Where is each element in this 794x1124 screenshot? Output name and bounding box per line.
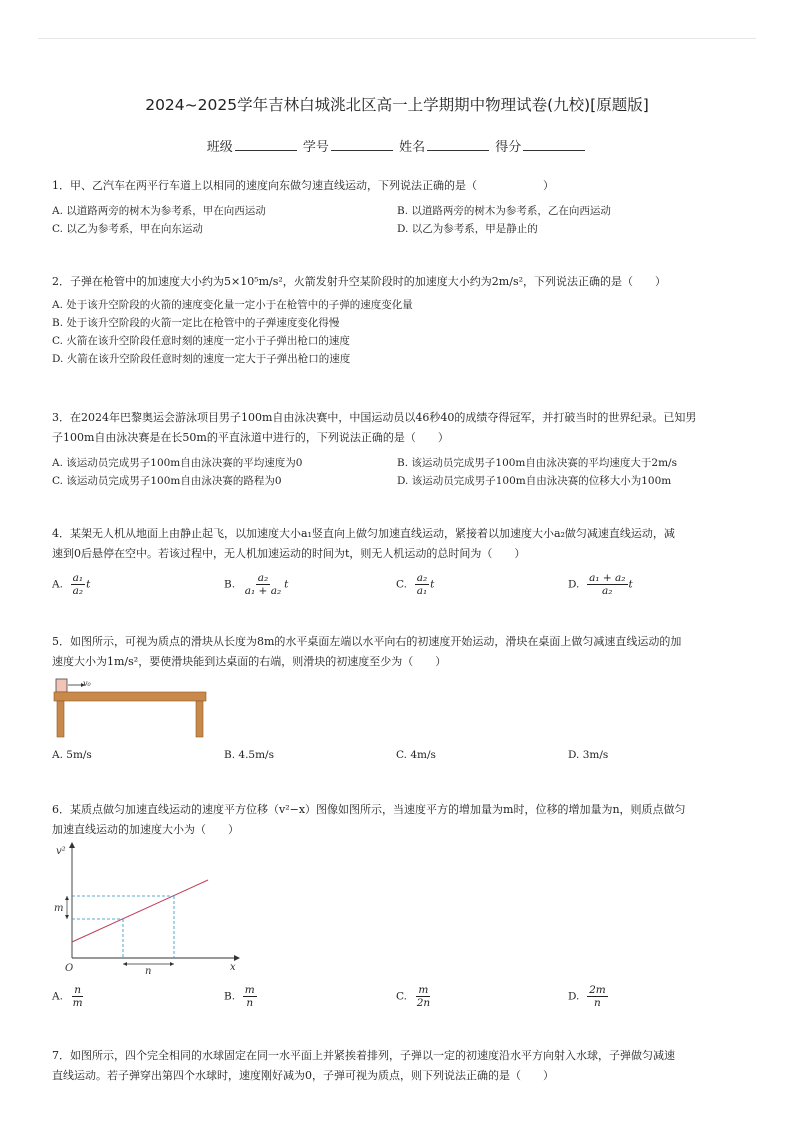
m-arrow-bottom xyxy=(65,915,69,919)
m-label: m xyxy=(54,903,64,914)
fraction: $\frac{\text{a₁}}{\text{a₂}}$ xyxy=(72,572,84,597)
option-b[interactable]: B. 以道路两旁的树木为参考系，乙在向西运动 xyxy=(397,205,611,217)
option-d[interactable]: D. 以乙为参考系，甲是静止的 xyxy=(397,223,538,235)
fraction: $\frac{m}{2n}$ xyxy=(416,984,431,1009)
v0-label: v₀ xyxy=(83,679,91,688)
option-c[interactable]: C. $\frac{m}{2n}$ xyxy=(396,984,431,1009)
x-axis-arrow xyxy=(234,955,240,961)
table-leg-right xyxy=(196,701,203,737)
options xyxy=(52,572,742,597)
option-d[interactable]: D. 火箭在该升空阶段任意时刻的速度一定大于子弹出枪口的速度 xyxy=(52,353,351,365)
option-c[interactable]: C. $\frac{\text{a₂}}{\text{a₁}}$ t xyxy=(396,572,435,597)
table-leg-left xyxy=(57,701,64,737)
option-b[interactable]: B. $\frac{\text{a₂}}{\text{a₁ + a₂}}$ t xyxy=(224,572,289,597)
question-2 xyxy=(52,272,742,368)
m-arrow-top xyxy=(65,896,69,900)
options xyxy=(52,296,742,368)
option-a[interactable]: A. 以道路两旁的树木为参考系，甲在向西运动 xyxy=(52,205,266,217)
option-c[interactable]: C. 以乙为参考系，甲在向东运动 xyxy=(52,223,203,235)
n-arrow-left xyxy=(123,962,127,966)
name-blank[interactable] xyxy=(427,138,489,151)
question-5-options xyxy=(52,746,742,764)
option-b[interactable]: B. 4.5m/s xyxy=(224,749,274,761)
option-a[interactable]: A. 该运动员完成男子100m自由泳决赛的平均速度为0 xyxy=(52,457,303,469)
question-stem-line-2: 加速直线运动的加速度大小为（ ） xyxy=(52,823,239,836)
option-a[interactable]: A. 5m/s xyxy=(52,749,92,761)
option-d[interactable]: D. $\frac{2m}{n}$ xyxy=(568,984,606,1009)
question-6 xyxy=(52,800,742,840)
y-axis-arrow xyxy=(69,842,75,848)
question-stem-line-1: 7．如图所示，四个完全相同的水球固定在同一水平面上并紧挨着排列，子弹以一定的初速度沿水平方向射入水球，子弹做匀减速 xyxy=(52,1049,675,1062)
question-4 xyxy=(52,524,742,597)
v2-x-graph xyxy=(50,840,250,980)
table-slider-figure xyxy=(48,674,218,740)
fraction: $\frac{n}{m}$ xyxy=(72,984,83,1009)
option-d[interactable]: D. 该运动员完成男子100m自由泳决赛的位移大小为100m xyxy=(397,475,672,487)
question-stem-line-2: 直线运动。若子弹穿出第四个水球时，速度刚好减为0，子弹可视为质点，则下列说法正确的是（ ） xyxy=(52,1069,554,1082)
options xyxy=(52,454,742,490)
option-d[interactable]: D. $\frac{\text{a₁ + a₂}}{\text{a₂}}$ t xyxy=(568,572,633,597)
option-a[interactable]: A. 处于该升空阶段的火箭的速度变化量一定小于在枪管中的子弹的速度变化量 xyxy=(52,299,413,311)
options xyxy=(52,202,742,238)
fraction: $\frac{2m}{n}$ xyxy=(589,984,606,1009)
student-id-label: 学号 xyxy=(302,140,329,155)
option-d[interactable]: D. 3m/s xyxy=(568,749,609,761)
question-stem-line-1: 5．如图所示，可视为质点的滑块从长度为8m的水平桌面左端以水平向右的初速度开始运动，滑块在桌面上做匀减速直线运动的加 xyxy=(52,635,682,648)
question-5 xyxy=(52,632,742,672)
question-6-options xyxy=(52,984,742,1009)
exam-title: 2024~2025学年吉林白城洮北区高一上学期期中物理试卷(九校)[原题版] xyxy=(145,96,649,114)
fraction: $\frac{m}{n}$ xyxy=(244,984,255,1009)
question-7 xyxy=(52,1046,742,1086)
option-c[interactable]: C. 火箭在该升空阶段任意时刻的速度一定小于子弹出枪口的速度 xyxy=(52,335,350,347)
fraction: $\frac{\text{a₂}}{\text{a₁ + a₂}}$ xyxy=(244,572,282,597)
option-b[interactable]: B. 处于该升空阶段的火箭一定比在枪管中的子弹速度变化得慢 xyxy=(52,317,340,329)
question-1 xyxy=(52,176,742,238)
n-label: n xyxy=(145,966,152,977)
option-b[interactable]: B. 该运动员完成男子100m自由泳决赛的平均速度大于2m/s xyxy=(397,457,677,469)
question-stem: 2．子弹在枪管中的加速度大小约为5×10⁵m/s²，火箭发射升空某阶段时的加速度大小约为2m/s²，下列说法正确的是（ ） xyxy=(52,275,666,288)
question-stem-line-1: 4．某架无人机从地面上由静止起飞，以加速度大小a₁竖直向上做匀加速直线运动，紧接着以加速度大小a₂做匀减速直线运动，减 xyxy=(52,527,675,540)
student-id-blank[interactable] xyxy=(331,138,393,151)
question-stem-line-1: 6．某质点做匀加速直线运动的速度平方位移（v²−x）图像如图所示，当速度平方的增加量为m时，位移的增加量为n，则质点做匀 xyxy=(52,803,686,816)
option-c[interactable]: C. 该运动员完成男子100m自由泳决赛的路程为0 xyxy=(52,475,282,487)
score-blank[interactable] xyxy=(523,138,585,151)
question-stem-line-2: 子100m自由泳决赛是在长50m的平直泳道中进行的，下列说法正确的是（ ） xyxy=(52,431,449,444)
option-a[interactable]: A. $\frac{n}{m}$ xyxy=(52,984,83,1009)
y-axis-label: v² xyxy=(56,846,66,857)
score-label: 得分 xyxy=(495,140,522,155)
header-rule xyxy=(38,38,756,39)
name-label: 姓名 xyxy=(399,140,426,155)
class-label: 班级 xyxy=(206,140,233,155)
fraction: $\frac{\text{a₁ + a₂}}{\text{a₂}}$ xyxy=(589,572,626,597)
question-stem: 1．甲、乙汽车在两平行车道上以相同的速度向东做匀速直线运动，下列说法正确的是（ ） xyxy=(52,179,554,192)
class-blank[interactable] xyxy=(235,138,297,151)
question-3 xyxy=(52,408,742,490)
option-b[interactable]: B. $\frac{m}{n}$ xyxy=(224,984,255,1009)
student-info-fields xyxy=(0,136,794,155)
slider-block xyxy=(56,679,67,692)
question-stem-line-1: 3．在2024年巴黎奥运会游泳项目男子100m自由泳决赛中，中国运动员以46秒40的成绩夺得冠军，并打破当时的世界纪录。已知男 xyxy=(52,411,697,424)
graph-line xyxy=(72,880,208,942)
question-stem-line-2: 速到0后悬停在空中。若该过程中，无人机加速运动的时间为t，则无人机运动的总时间为（ ） xyxy=(52,547,526,560)
n-arrow-right xyxy=(170,962,174,966)
origin-label: O xyxy=(65,963,74,974)
fraction: $\frac{\text{a₂}}{\text{a₁}}$ xyxy=(416,572,428,597)
option-c[interactable]: C. 4m/s xyxy=(396,749,436,761)
option-a[interactable]: A. $\frac{\text{a₁}}{\text{a₂}}$ t xyxy=(52,572,91,597)
x-axis-label: x xyxy=(230,962,236,973)
question-stem-line-2: 速度大小为1m/s²，要使滑块能到达桌面的右端，则滑块的初速度至少为（ ） xyxy=(52,655,447,668)
table-top xyxy=(54,692,206,701)
